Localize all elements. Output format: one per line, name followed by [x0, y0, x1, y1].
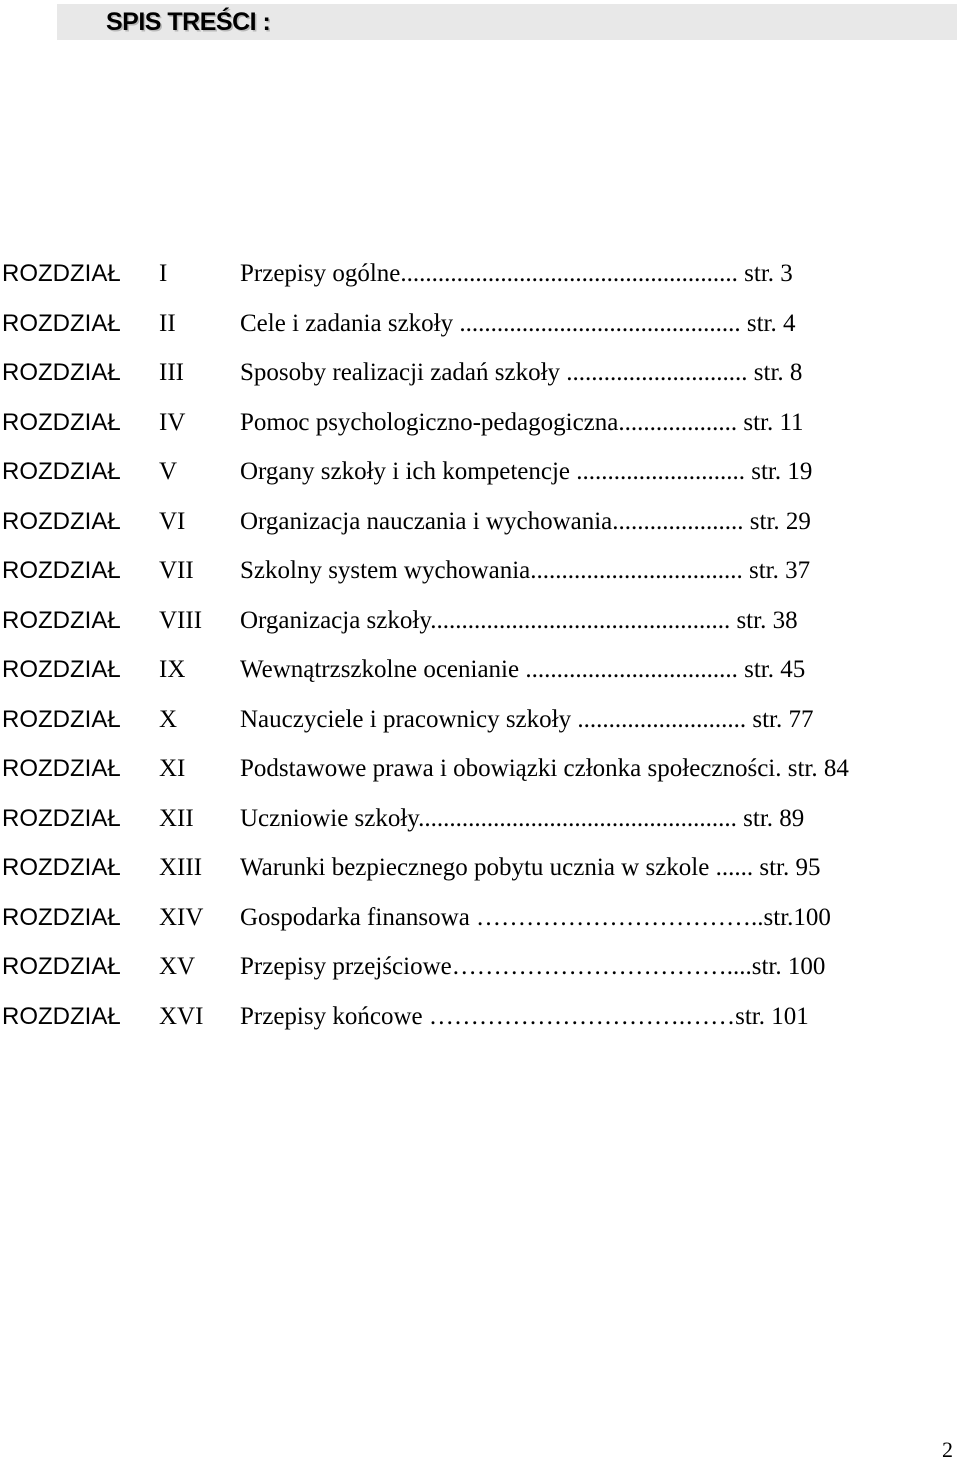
- chapter-word: ROZDZIAŁ: [2, 854, 121, 881]
- chapter-entry: Przepisy ogólne...................................................... str. 3: [240, 260, 793, 287]
- chapter-number: XII: [159, 804, 194, 832]
- chapter-entry: Organy szkoły i ich kompetencje ........................... str. 19: [240, 458, 813, 485]
- chapter-number: XI: [159, 755, 186, 782]
- chapter-word: ROZDZIAŁ: [2, 755, 121, 782]
- chapter-entry: Podstawowe prawa i obowiązki członka społeczności. str. 84: [240, 755, 849, 782]
- chapter-entry: Organizacja nauczania i wychowania..................... str. 29: [240, 507, 811, 535]
- toc-row: [0, 447, 960, 497]
- page-number: 2: [942, 1437, 953, 1462]
- chapter-entry: Sposoby realizacji zadań szkoły ............................. str. 8: [240, 359, 803, 386]
- chapter-number: IX: [159, 656, 186, 683]
- toc-row: [0, 843, 960, 893]
- chapter-word: ROZDZIAŁ: [2, 953, 121, 980]
- chapter-number: XIII: [159, 854, 203, 881]
- chapter-number: XIV: [159, 903, 204, 931]
- toc-row: [0, 596, 960, 646]
- toc-row: [0, 546, 960, 596]
- chapter-word: ROZDZIAŁ: [2, 1002, 121, 1030]
- chapter-word: ROZDZIAŁ: [2, 260, 121, 287]
- toc-row: [0, 794, 960, 844]
- chapter-number: X: [159, 705, 178, 733]
- chapter-word: ROZDZIAŁ: [2, 606, 121, 634]
- chapter-number: III: [159, 359, 184, 386]
- chapter-word: ROZDZIAŁ: [2, 359, 121, 386]
- chapter-number: IV: [159, 408, 186, 436]
- toc-row: [0, 942, 960, 992]
- chapter-entry: Warunki bezpiecznego pobytu ucznia w szkole ...... str. 95: [240, 854, 821, 881]
- toc-row: [0, 893, 960, 943]
- chapter-entry: Przepisy przejściowe……………………………....str. 100: [240, 953, 826, 980]
- chapter-word: ROZDZIAŁ: [2, 408, 121, 436]
- chapter-entry: Organizacja szkoły................................................ str. 38: [240, 606, 798, 634]
- chapter-number: VII: [159, 557, 194, 584]
- chapter-word: ROZDZIAŁ: [2, 656, 121, 683]
- chapter-word: ROZDZIAŁ: [2, 557, 121, 584]
- chapter-word: ROZDZIAŁ: [2, 705, 121, 733]
- toc-row: [0, 398, 960, 448]
- chapter-entry: Przepisy końcowe ………………………….……str. 101: [240, 1002, 809, 1030]
- chapter-number: II: [159, 309, 176, 337]
- chapter-number: XVI: [159, 1002, 204, 1030]
- chapter-entry: Wewnątrzszkolne ocenianie .................................. str. 45: [240, 656, 806, 683]
- chapter-number: VIII: [159, 606, 203, 634]
- toc-row: [0, 645, 960, 695]
- toc-row: [0, 249, 960, 299]
- toc-row: [0, 348, 960, 398]
- toc-row: [0, 299, 960, 349]
- chapter-word: ROZDZIAŁ: [2, 507, 121, 535]
- toc-row: [0, 992, 960, 1042]
- chapter-number: XV: [159, 953, 196, 980]
- chapter-word: ROZDZIAŁ: [2, 903, 121, 931]
- chapter-entry: Nauczyciele i pracownicy szkoły ........................... str. 77: [240, 705, 814, 733]
- table-of-contents: [0, 249, 960, 1041]
- chapter-entry: Uczniowie szkoły................................................... str. 89: [240, 804, 805, 832]
- chapter-word: ROZDZIAŁ: [2, 458, 121, 485]
- chapter-entry: Cele i zadania szkoły ............................................. str. 4: [240, 309, 796, 337]
- chapter-entry: Gospodarka finansowa ……………………………..str.100: [240, 903, 831, 931]
- chapter-number: VI: [159, 507, 186, 535]
- chapter-entry: Pomoc psychologiczno-pedagogiczna................... str. 11: [240, 408, 804, 436]
- chapter-number: I: [159, 260, 168, 287]
- toc-row: [0, 695, 960, 745]
- chapter-number: V: [159, 458, 178, 485]
- chapter-word: ROZDZIAŁ: [2, 804, 121, 832]
- chapter-entry: Szkolny system wychowania.................................. str. 37: [240, 557, 811, 584]
- page-title: SPIS TREŚCI :: [106, 8, 271, 36]
- chapter-word: ROZDZIAŁ: [2, 309, 121, 337]
- toc-row: [0, 497, 960, 547]
- toc-row: [0, 744, 960, 794]
